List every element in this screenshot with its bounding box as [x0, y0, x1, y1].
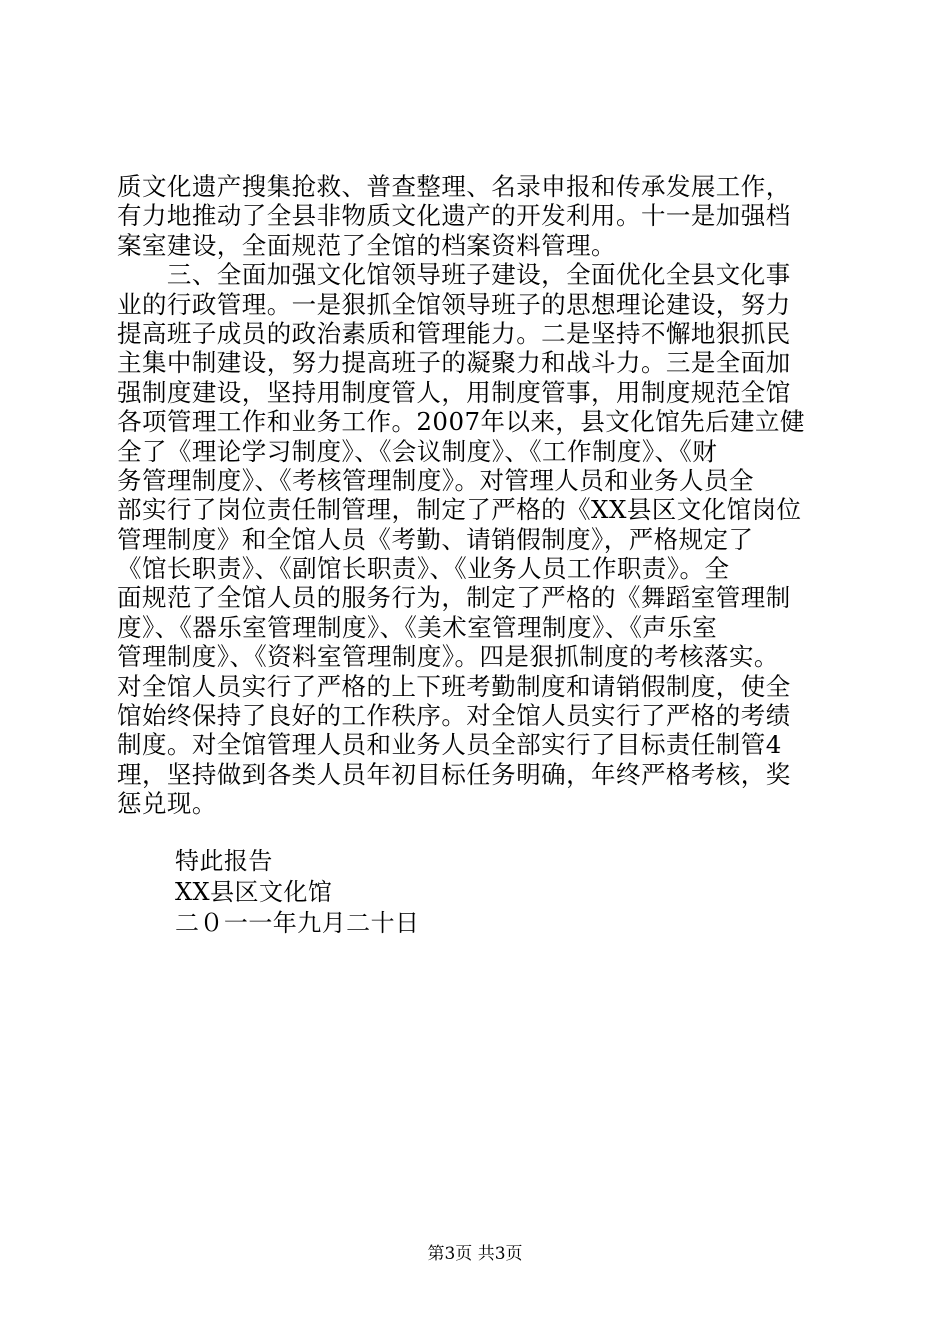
signing-date: 二０一一年九月二十日: [175, 909, 420, 937]
text-line: 有力地推动了全县非物质文化遗产的开发利用。十一是加强档: [117, 201, 791, 231]
text-line: 部实行了岗位责任制管理，制定了严格的《XX县区文化馆岗位: [117, 495, 802, 525]
text-line: 惩兑现。: [117, 789, 217, 819]
closing-block: [175, 846, 420, 939]
text-line: 理，坚持做到各类人员年初目标任务明确，年终严格考核，奖: [117, 759, 791, 789]
closing-statement: 特此报告: [175, 847, 273, 875]
text-line: 度》、《器乐室管理制度》、《美术室管理制度》、《声乐室: [117, 612, 718, 642]
text-line: 三、全面加强文化馆领导班子建设，全面优化全县文化事: [117, 260, 791, 290]
text-line: 《馆长职责》、《副馆长职责》、《业务人员工作职责》。全: [117, 554, 730, 584]
text-line: 管理制度》、《资料室管理制度》。四是狠抓制度的考核落实。: [117, 642, 779, 672]
text-line: 全了《理论学习制度》、《会议制度》、《工作制度》、《财: [117, 436, 718, 466]
text-line: 制度。对全馆管理人员和业务人员全部实行了目标责任制管4: [117, 730, 782, 760]
text-line: 业的行政管理。一是狠抓全馆领导班子的思想理论建设，努力: [117, 289, 791, 319]
text-line: 主集中制建设，努力提高班子的凝聚力和战斗力。三是全面加: [117, 348, 791, 378]
signing-organization: XX县区文化馆: [175, 878, 333, 906]
text-line: 提高班子成员的政治素质和管理能力。二是坚持不懈地狠抓民: [117, 318, 791, 348]
text-line: 管理制度》和全馆人员《考勤、请销假制度》，严格规定了: [117, 524, 754, 554]
text-line: 面规范了全馆人员的服务行为，制定了严格的《舞蹈室管理制: [117, 583, 791, 613]
text-line: 对全馆人员实行了严格的上下班考勤制度和请销假制度，使全: [117, 671, 791, 701]
page-footer: [0, 1244, 950, 1264]
page-indicator: 第3页 共3页: [427, 1244, 523, 1264]
text-line: 各项管理工作和业务工作。2007年以来，县文化馆先后建立健: [117, 407, 805, 437]
text-line: 强制度建设，坚持用制度管人，用制度管事，用制度规范全馆: [117, 377, 791, 407]
text-line: 务管理制度》、《考核管理制度》。对管理人员和业务人员全: [117, 465, 754, 495]
body-text: [117, 172, 857, 819]
text-line: 质文化遗产搜集抢救、普查整理、名录申报和传承发展工作，: [117, 172, 791, 201]
text-line: 案室建设，全面规范了全馆的档案资料管理。: [117, 230, 616, 260]
text-line: 馆始终保持了良好的工作秩序。对全馆人员实行了严格的考绩: [117, 701, 791, 731]
